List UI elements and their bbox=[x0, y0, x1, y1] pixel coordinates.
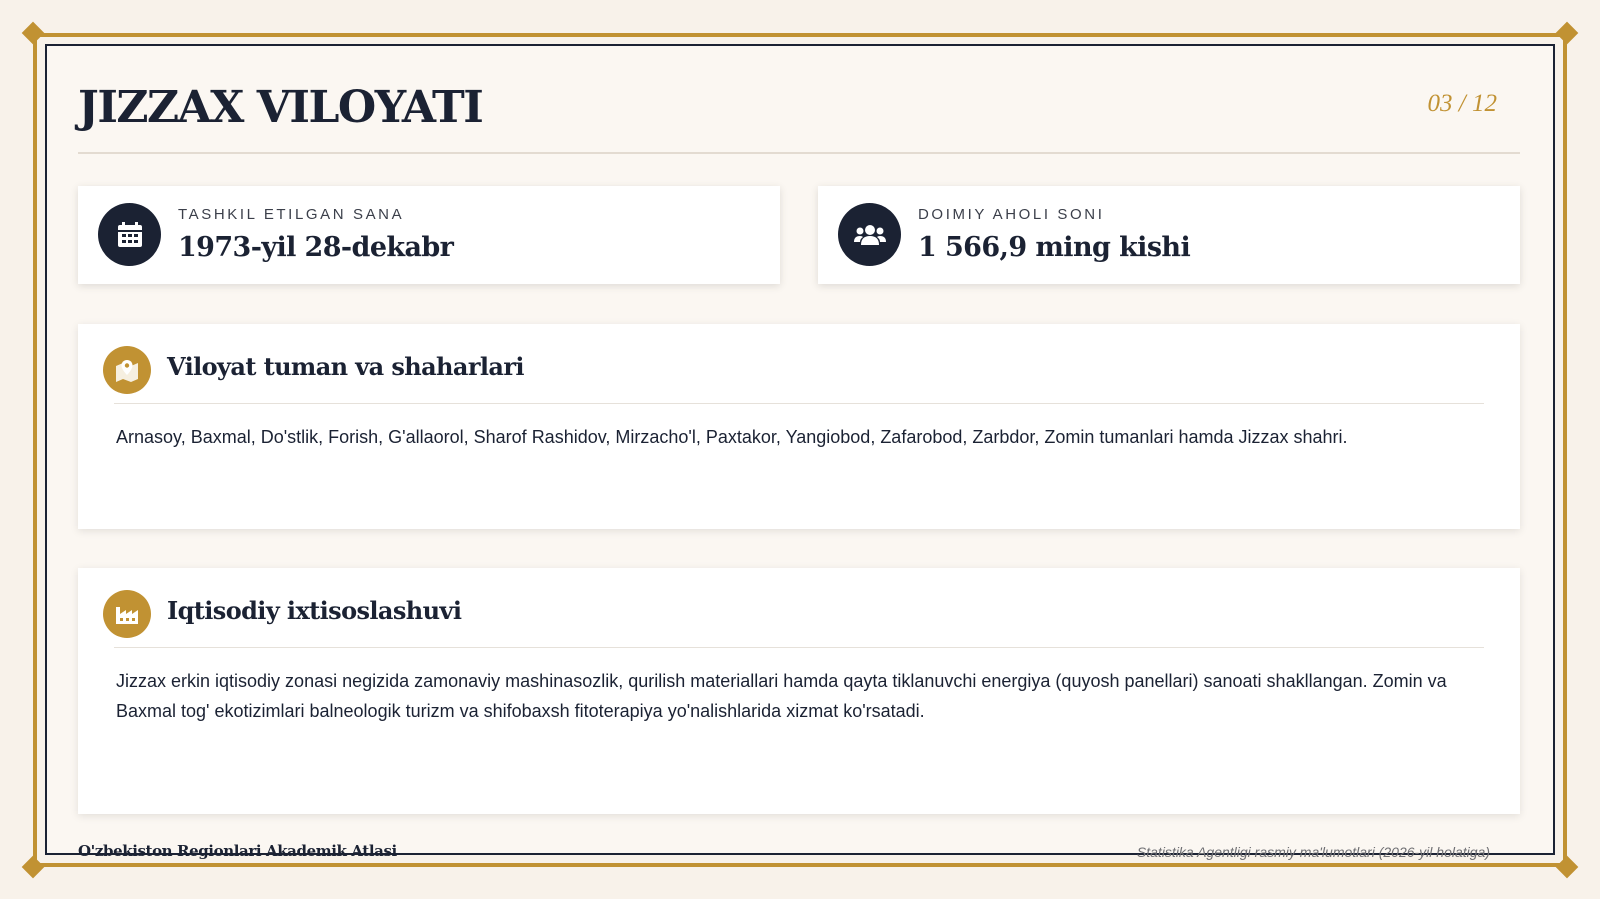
stat-card-population bbox=[818, 186, 1520, 284]
stat-label: DOIMIY AHOLI SONI bbox=[918, 206, 1105, 223]
slide-title: JIZZAX VILOYATI bbox=[78, 82, 483, 133]
section-text: Arnasoy, Baxmal, Do'stlik, Forish, G'allaorol, Sharof Rashidov, Mirzacho'l, Paxtakor, Yangiobod, Zafarobod, Zarbdor, Zomin tumanlari hamda Jizzax shahri. bbox=[116, 427, 1348, 447]
title-divider bbox=[78, 152, 1520, 154]
footer-source-note: Statistika Agentligi rasmiy ma'lumotlari (2026-yil holatiga) bbox=[1136, 844, 1490, 860]
page-number: 03 / 12 bbox=[1427, 90, 1497, 117]
calendar-icon bbox=[98, 203, 161, 266]
map-marker-icon bbox=[103, 346, 151, 394]
stat-value: 1 566,9 ming kishi bbox=[918, 232, 1191, 263]
section-divider bbox=[114, 647, 1484, 648]
footer-atlas-title: O'zbekiston Regionlari Akademik Atlasi bbox=[78, 842, 397, 860]
section-economy bbox=[78, 568, 1520, 814]
stat-card-founding-date bbox=[78, 186, 780, 284]
slide-page bbox=[47, 46, 1553, 853]
section-districts bbox=[78, 324, 1520, 529]
industry-icon bbox=[103, 590, 151, 638]
section-divider bbox=[114, 403, 1484, 404]
people-group-icon bbox=[838, 203, 901, 266]
stat-value: 1973-yil 28-dekabr bbox=[178, 232, 454, 263]
section-text: Jizzax erkin iqtisodiy zonasi negizida zamonaviy mashinasozlik, qurilish materiallari hamda qayta tiklanuvchi energiya (quyosh panellari) sanoati shakllangan. Zomin va Baxmal tog' ekotizimlari balneologik turizm va shifobaxsh fitoterapiya yo'nalishlarida xizmat ko'rsatadi. bbox=[116, 671, 1447, 721]
stat-label: TASHKIL ETILGAN SANA bbox=[178, 206, 405, 223]
section-title: Iqtisodiy ixtisoslashuvi bbox=[167, 596, 462, 625]
section-title: Viloyat tuman va shaharlari bbox=[167, 352, 524, 381]
